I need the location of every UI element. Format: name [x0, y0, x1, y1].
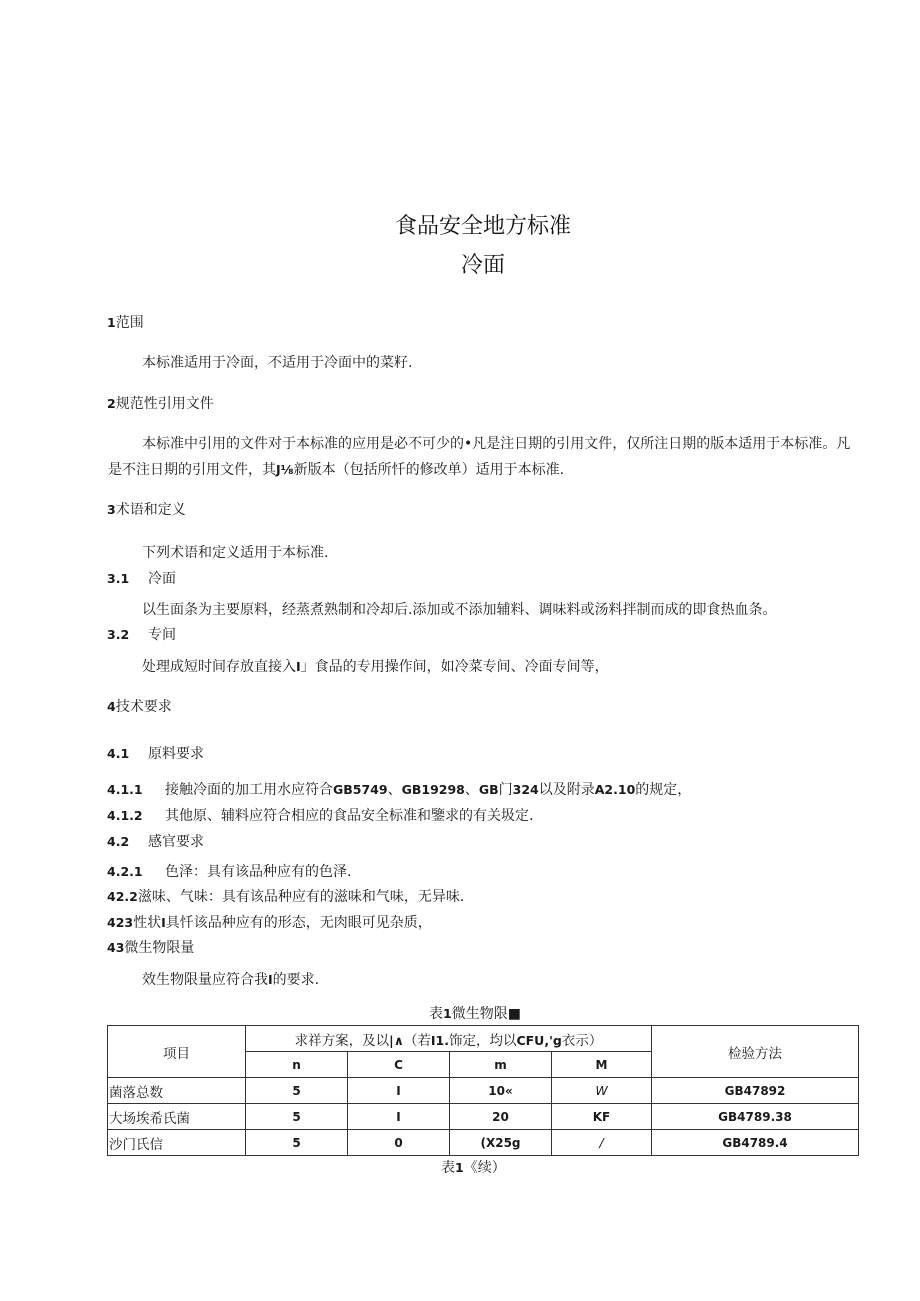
text-run: 的要求.	[272, 972, 320, 988]
text-run: 、	[387, 782, 402, 798]
clause-text: 滋味、气味：具有该品种应有的滋味和气味，无异味.	[137, 889, 465, 905]
text-run: 」食品的专用操作间，如冷菜专间、冷面专间等，	[300, 659, 609, 675]
text-run-bold: GB	[478, 782, 499, 797]
cell-m: 20	[450, 1104, 552, 1130]
section-4-heading	[107, 696, 172, 716]
clause-4-1-2-number: 4.1.2	[107, 808, 143, 823]
cell-n: 5	[246, 1104, 348, 1130]
text-run-bold: GB19298	[401, 782, 465, 797]
text-run-bold: 1	[455, 1160, 464, 1175]
term-3-1-title: 冷面	[148, 571, 176, 587]
text-run: 具忏该品种应有的形态，无肉眼可见杂质，	[165, 915, 432, 931]
clause-4-1-number: 4.1	[107, 746, 130, 761]
text-run-bold: J⅛	[276, 462, 294, 477]
text-run: 门	[498, 782, 513, 798]
text-run-bold: I	[161, 915, 166, 930]
subheader-c: C	[348, 1052, 450, 1078]
header-sampling-plan	[246, 1026, 652, 1052]
text-run: 、	[464, 782, 479, 798]
section-number: 4	[107, 699, 116, 714]
clause-number: 42.2	[107, 889, 138, 904]
text-run: 《续）	[463, 1160, 506, 1176]
section-1-text: 本标准适用于冷面，不适用于冷面中的菜籽.	[142, 355, 413, 371]
text-run-bold: I	[296, 659, 301, 674]
clause-4-1-2-text: 其他原、辅料应符合相应的食品安全标准和鑒求的有关圾定.	[165, 808, 534, 824]
text-run: 接触冷面的加工用水应符合	[165, 782, 333, 798]
cell-item: 大场埃希氏菌	[108, 1104, 246, 1130]
term-3-2-number: 3.2	[107, 627, 130, 642]
clause-number: 43	[107, 940, 125, 955]
clause-4-2-title: 感官要求	[148, 834, 204, 850]
section-3-heading	[107, 499, 186, 519]
text-run: 表	[429, 1006, 444, 1022]
microbial-limits-table	[107, 1025, 859, 1156]
clause-4-2-number: 4.2	[107, 834, 130, 849]
text-run: 微生物限	[451, 1006, 508, 1022]
table-row	[108, 1104, 859, 1130]
section-2-text	[108, 432, 858, 483]
cell-n: 5	[246, 1078, 348, 1104]
table-1-continued	[441, 1157, 506, 1177]
text-run: 新版本（包括所忏的修改单）适用于本标准.	[293, 462, 565, 478]
text-run: 衣示）	[561, 1032, 603, 1049]
section-title: 规范性引用文件	[115, 396, 214, 412]
text-run-bold: GB5749	[333, 782, 388, 797]
section-2-heading	[107, 393, 214, 413]
section-number: 2	[107, 396, 116, 411]
document-subtitle: 冷面	[460, 253, 505, 278]
text-run-bold: |∧	[389, 1032, 404, 1048]
table-1-caption	[0, 1003, 920, 1023]
cell-M: W	[552, 1078, 652, 1104]
cell-M: /	[552, 1130, 652, 1156]
text-run-bold: I	[268, 972, 273, 987]
clause-4-1-title: 原料要求	[148, 746, 204, 762]
clause-4-3-heading	[107, 937, 194, 957]
cell-item: 菌落总数	[108, 1078, 246, 1104]
clause-number: 423	[107, 915, 134, 930]
text-run: 求祥方案，及以	[294, 1032, 390, 1049]
clause-4-2-1-number: 4.2.1	[107, 864, 143, 879]
clause-4-3-text	[142, 969, 319, 989]
section-title: 技术要求	[115, 699, 172, 715]
cell-item: 沙门氏信	[108, 1130, 246, 1156]
text-run: 以及附录	[538, 782, 595, 798]
table-row	[108, 1078, 859, 1104]
section-3-intro: 下列术语和定义适用于本标准.	[142, 545, 329, 561]
text-run: （若	[403, 1032, 431, 1049]
clause-4-1-1-text	[165, 779, 691, 799]
text-run-bold: 324	[512, 782, 539, 797]
text-run: 饰定，均以	[448, 1032, 517, 1049]
text-run-bold: CFU,'g	[516, 1032, 562, 1048]
cell-m: 10«	[450, 1078, 552, 1104]
text-run: 表	[441, 1160, 455, 1176]
clause-4-1-1-number: 4.1.1	[107, 782, 143, 797]
section-1-heading	[107, 312, 144, 332]
term-3-1-number: 3.1	[107, 571, 130, 586]
text-run: 的规定，	[635, 782, 692, 798]
cell-method: GB4789.38	[652, 1104, 859, 1130]
document-title: 食品安全地方标准	[394, 214, 571, 239]
cell-method: GB47892	[652, 1078, 859, 1104]
cell-c: I	[348, 1104, 450, 1130]
section-number: 1	[107, 315, 116, 330]
clause-4-2-2	[107, 886, 464, 906]
cell-n: 5	[246, 1130, 348, 1156]
header-method: 检验方法	[652, 1026, 859, 1078]
cell-method: GB4789.4	[652, 1130, 859, 1156]
subheader-M: M	[552, 1052, 652, 1078]
term-3-1-definition: 以生面条为主要原料，经蒸煮熟制和冷却后.添加或不添加辅料、调味料或汤料拌制而成的即食热血条。	[142, 602, 777, 618]
clause-4-2-1-text: 色泽：具有该品种应有的色泽.	[165, 864, 352, 880]
clause-4-2-3	[107, 912, 432, 932]
header-item: 项目	[108, 1026, 246, 1078]
text-run-bold: A2.10	[594, 782, 636, 797]
text-run: 性状	[133, 915, 162, 931]
text-run-bold: I1.	[430, 1032, 449, 1048]
table-row	[108, 1130, 859, 1156]
cell-c: 0	[348, 1130, 450, 1156]
text-run-bold: 1	[443, 1006, 452, 1021]
text-run: ■	[507, 1006, 521, 1022]
text-run: 效生物限量应符合我	[142, 972, 268, 988]
subheader-m: m	[450, 1052, 552, 1078]
section-number: 3	[107, 502, 116, 517]
cell-m: (X25g	[450, 1130, 552, 1156]
clause-title: 微生物限量	[124, 940, 195, 956]
section-title: 范围	[115, 315, 144, 331]
term-3-2-definition	[142, 656, 609, 676]
subheader-n: n	[246, 1052, 348, 1078]
section-title: 术语和定义	[115, 502, 186, 518]
term-3-2-title: 专间	[148, 627, 176, 643]
cell-c: I	[348, 1078, 450, 1104]
text-run: 处理成短时间存放直接入	[142, 659, 296, 675]
text-run: 本标准中引用的文件对于本标准的应用是必不可少的•凡是注日期的引用文件，仅所注日期的版本适用于本标准。凡是不注日期的引用文件，其	[108, 436, 851, 478]
cell-M: KF	[552, 1104, 652, 1130]
table-header-row	[108, 1026, 859, 1052]
